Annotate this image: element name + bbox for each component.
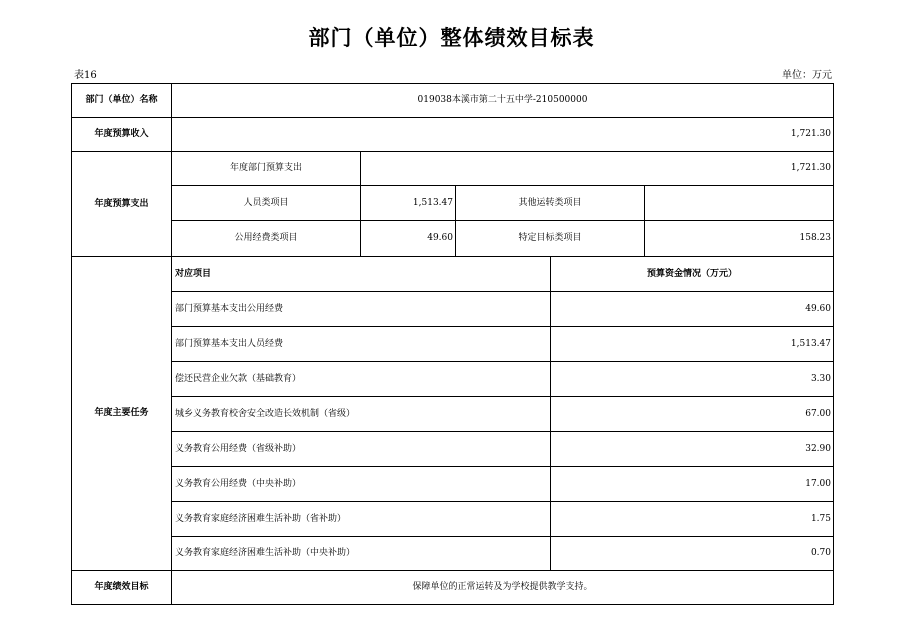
public-funds-value: 49.60: [360, 220, 456, 257]
task-item: 义务教育家庭经济困难生活补助（省补助）: [171, 501, 551, 537]
task-item: 义务教育家庭经济困难生活补助（中央补助）: [171, 536, 551, 571]
tasks-header-item: 对应项目: [171, 256, 551, 292]
task-item: 部门预算基本支出人员经费: [171, 326, 551, 362]
other-operation-label: 其他运转类项目: [455, 185, 645, 221]
tasks-label: 年度主要任务: [71, 256, 172, 571]
unit-label: 单位：万元: [782, 70, 832, 81]
income-value: 1,721.30: [171, 117, 834, 152]
task-amount: 0.70: [550, 536, 834, 571]
goal-label: 年度绩效目标: [71, 570, 172, 605]
dept-expenditure-value: 1,721.30: [360, 151, 834, 186]
public-funds-label: 公用经费类项目: [171, 220, 361, 257]
special-target-value: 158.23: [644, 220, 834, 257]
income-label: 年度预算收入: [71, 117, 172, 152]
personnel-value: 1,513.47: [360, 185, 456, 221]
dept-expenditure-label: 年度部门预算支出: [171, 151, 361, 186]
task-item: 义务教育公用经费（中央补助）: [171, 466, 551, 502]
expenditure-label: 年度预算支出: [71, 151, 172, 257]
task-item: 义务教育公用经费（省级补助）: [171, 431, 551, 467]
task-amount: 67.00: [550, 396, 834, 432]
other-operation-value: [644, 185, 834, 221]
dept-name-label: 部门（单位）名称: [71, 83, 172, 118]
tasks-header-amount: 预算资金情况（万元）: [550, 256, 834, 292]
task-amount: 1.75: [550, 501, 834, 537]
performance-table: [71, 83, 834, 605]
task-item: 部门预算基本支出公用经费: [171, 291, 551, 327]
task-amount: 32.90: [550, 431, 834, 467]
dept-name-value: 019038本溪市第二十五中学-210500000: [171, 83, 834, 118]
goal-value: 保障单位的正常运转及为学校提供教学支持。: [171, 570, 834, 605]
task-amount: 49.60: [550, 291, 834, 327]
task-amount: 17.00: [550, 466, 834, 502]
task-item: 偿还民营企业欠款（基础教育）: [171, 361, 551, 397]
task-item: 城乡义务教育校舍安全改造长效机制（省级）: [171, 396, 551, 432]
task-amount: 1,513.47: [550, 326, 834, 362]
personnel-label: 人员类项目: [171, 185, 361, 221]
table-number: 表16: [74, 70, 97, 81]
page-title: 部门（单位）整体绩效目标表: [308, 26, 595, 50]
special-target-label: 特定目标类项目: [455, 220, 645, 257]
task-amount: 3.30: [550, 361, 834, 397]
